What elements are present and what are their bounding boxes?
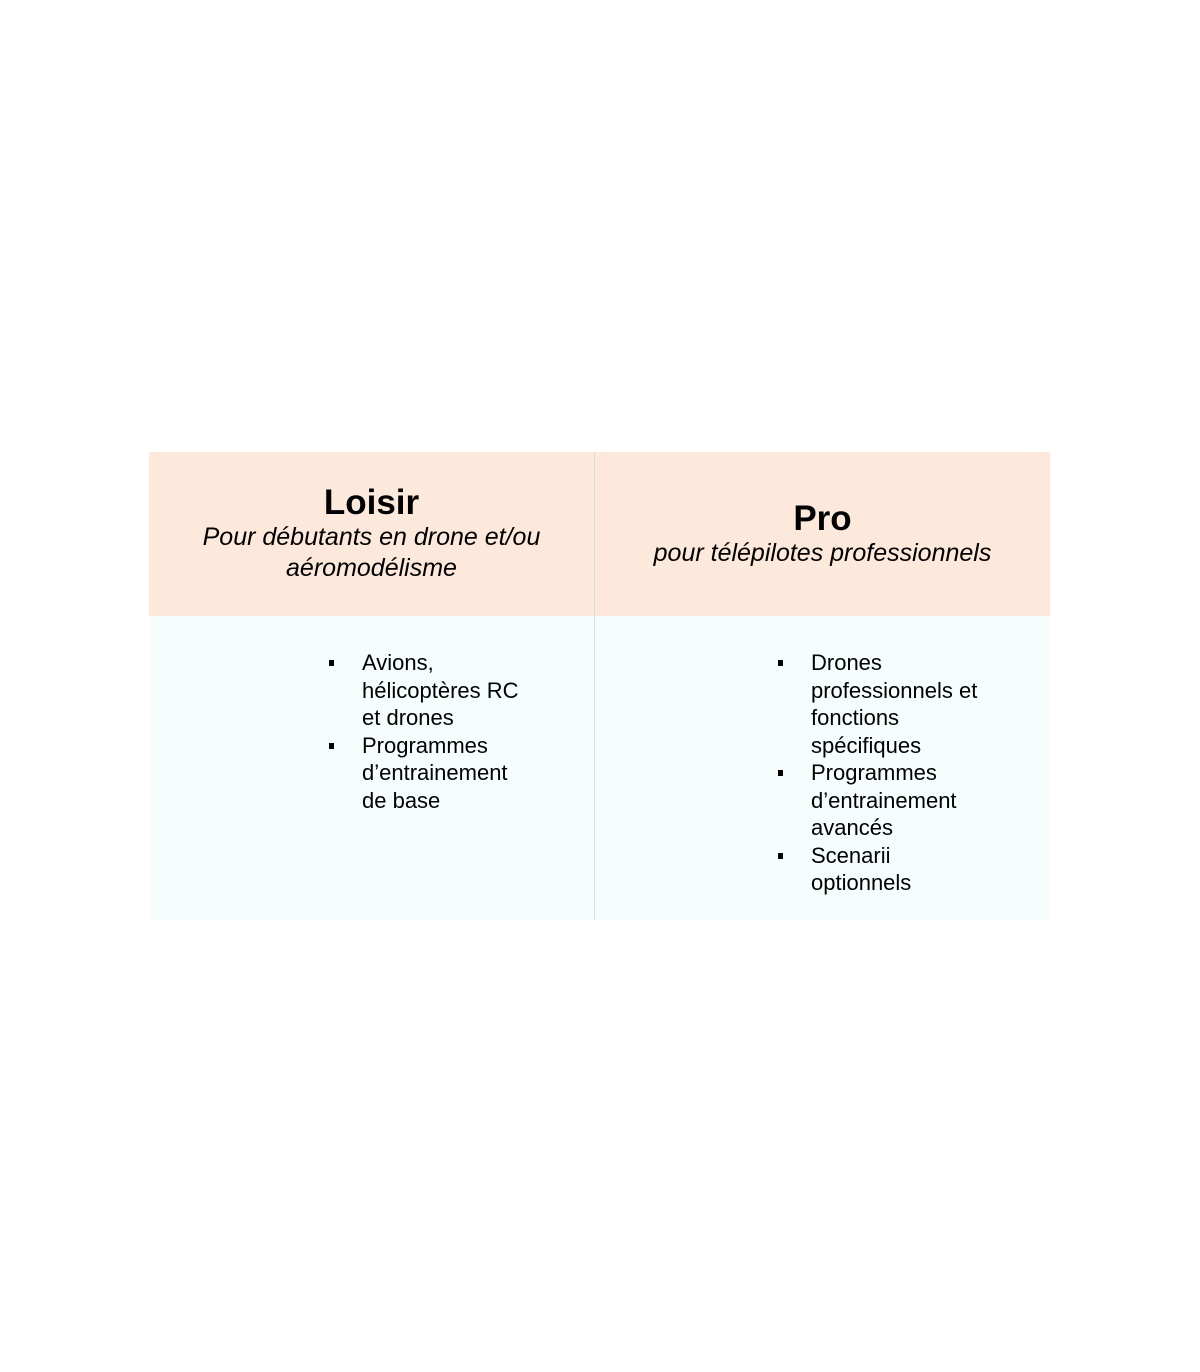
column-title-loisir: Loisir [323,483,420,522]
column-body-pro [595,616,1050,920]
square-bullet-icon [778,770,783,776]
list-item [811,842,1046,897]
list-item-line: spécifiques [811,732,922,758]
subtitle-line: Pour débutants en drone et/ou [202,523,541,551]
list-item [362,732,592,815]
list-item-line: Drones [811,650,882,675]
square-bullet-icon [329,660,334,666]
list-item-line: de base [362,787,441,813]
list-item-line: hélicoptères RC [362,677,519,703]
column-header-pro [595,452,1050,616]
offer-comparison-table [149,452,1050,920]
list-item-line: Scenarii [811,842,891,868]
column-body-loisir [149,616,594,920]
list-item-line: d’entrainement [362,760,508,785]
feature-list-pro [811,649,1046,897]
subtitle-line: aéromodélisme [286,554,457,582]
column-pro [595,452,1050,920]
column-header-loisir [149,452,594,616]
list-item-line: optionnels [811,870,912,895]
column-subtitle-pro [654,538,992,569]
list-item-line: Avions, [362,650,434,675]
list-item [811,649,1046,759]
feature-list-loisir [362,649,592,814]
list-item-line: Programmes [362,732,488,758]
list-item-line: fonctions [811,705,900,730]
square-bullet-icon [778,853,783,859]
column-title-pro: Pro [793,498,852,538]
list-item-line: d’entrainement [811,787,957,813]
subtitle-line: pour télépilotes professionnels [653,538,992,567]
column-subtitle-loisir [203,522,541,584]
list-item-line: avancés [811,815,893,840]
list-item-line: et drones [362,705,454,730]
square-bullet-icon [778,660,783,666]
column-loisir [149,452,594,920]
list-item [362,649,592,732]
list-item [811,759,1046,842]
square-bullet-icon [329,743,334,749]
list-item-line: Programmes [811,760,937,785]
list-item-line: professionnels et [811,677,978,703]
